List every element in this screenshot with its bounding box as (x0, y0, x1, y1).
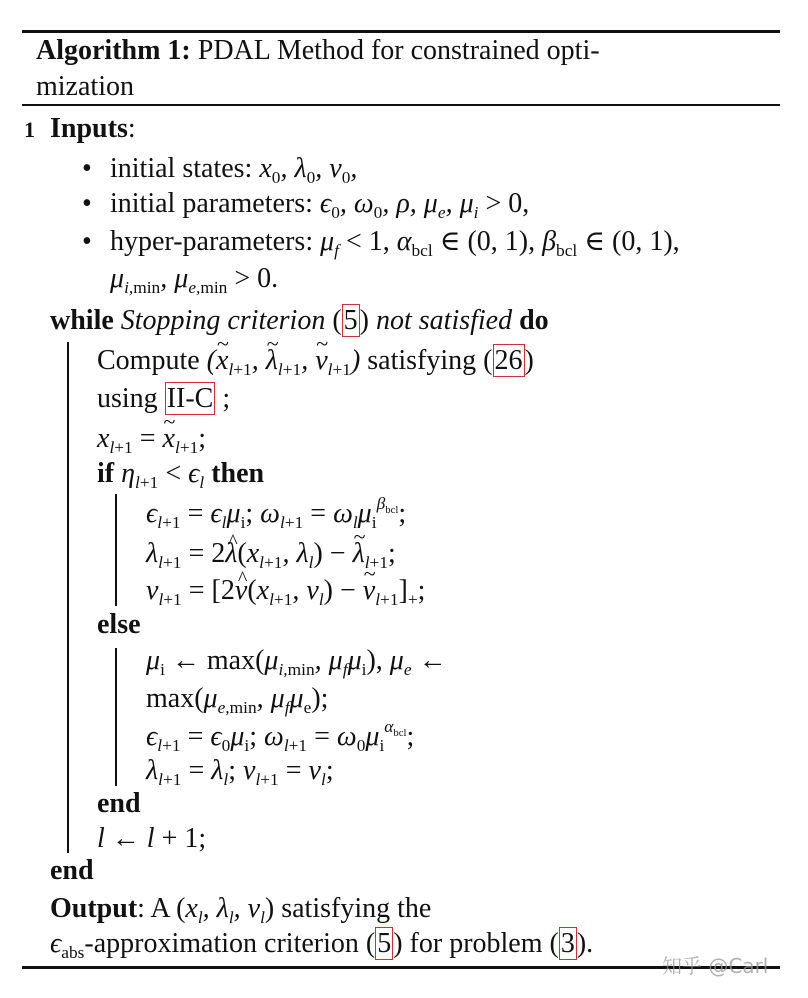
else-stmt-mu-cont: $\max(\mu_{e,min}$, $\mu_f\mu_e$); (146, 683, 329, 718)
keyword-else: else (97, 609, 141, 640)
output-criterion-text: -approximation criterion (84, 928, 359, 959)
inputs-heading: 1 Inputs: (24, 113, 136, 144)
keyword-do: do (519, 305, 549, 336)
equation-ref-link[interactable]: 5 (343, 305, 358, 336)
compute-text: Compute (97, 345, 200, 376)
bullet-icon: • (82, 153, 92, 184)
input-label: hyper-parameters: (110, 226, 314, 257)
keyword-if: if (97, 458, 115, 489)
algorithm-label: Algorithm 1: (36, 35, 191, 66)
watermark: 知乎 @Carl (662, 954, 769, 978)
output-math: ($x_l$, $\lambda_l$, $\nu_l$) (176, 893, 275, 928)
else-stmt-lambda-nu: $\lambda_{l+1} = \lambda_l$; $\nu_{l+1} = \nu_l$; (146, 755, 334, 790)
line-number: 1 (24, 117, 35, 142)
input-math: $\mu_f < 1$, $\alpha_{bcl}$ ∈ (0, 1), $\beta_{bcl}$ ∈ (0, 1), (320, 226, 680, 261)
if-condition: $\eta_{l+1} < \epsilon_l$ (121, 458, 205, 493)
equation-ref-link[interactable]: 3 (560, 928, 575, 959)
input-label: initial parameters: (110, 188, 313, 219)
output-text-2: satisfying the (281, 893, 432, 924)
if-stmt-eps: $\epsilon_{l+1} = \epsilon_l\mu_i$; $\omega_{l+1} = \omega_l\mu_i^{\beta_{bcl}}$; (146, 493, 407, 533)
while-line: while Stopping criterion (5) not satisfied do (50, 305, 549, 336)
keyword-end-while: end (50, 855, 94, 886)
if-line (97, 457, 264, 491)
equation-ref-link[interactable]: 26 (494, 345, 523, 376)
output-problem-text: for problem (409, 928, 543, 959)
while-condition: Stopping criterion (120, 305, 326, 336)
input-item (82, 225, 680, 259)
if-block-bar (115, 494, 117, 606)
if-stmt-lambda: $\lambda_{l+1}$ = 2^ $\lambda(x_{l+1}$, $\lambda_l$) − ~ $\lambda_{l+1}$; (146, 537, 396, 571)
input-math: $\mu_{i,min}$, $\mu_{e,min} > 0$. (110, 263, 279, 298)
else-block-bar (115, 648, 117, 786)
equation-ref-link[interactable]: 5 (377, 928, 392, 959)
assign-x-line: $x_{l+1}$ = ~ $x_{l+1}$; (97, 422, 206, 456)
satisfying-text: satisfying (367, 345, 477, 376)
bullet-icon: • (82, 226, 92, 257)
output-line-2: $\epsilon_{abs}$-approximation criterion (5) for problem (3). (50, 928, 594, 963)
keyword-end-if: end (97, 788, 141, 819)
algorithm-caption-line1 (36, 34, 600, 68)
while-condition-2: not satisfied (375, 305, 513, 336)
using-text: using (97, 383, 158, 414)
increment-line: l ← l + 1; (97, 823, 207, 854)
input-label: initial states: (110, 153, 253, 184)
inputs-label: Inputs (50, 113, 128, 144)
output-text: A (150, 893, 170, 924)
input-item (82, 152, 357, 186)
algorithm-title-cont: mization (36, 71, 134, 102)
while-block-bar (67, 342, 69, 853)
keyword-while: while (50, 305, 114, 336)
if-stmt-nu: $\nu_{l+1}$ = [2^ $\nu(x_{l+1}$, $\nu_l$) − ~ $\nu_{l+1}]_+$; (146, 574, 425, 608)
bullet-icon: • (82, 188, 92, 219)
input-item (82, 187, 529, 221)
output-line: Output: A ($x_l$, $\lambda_l$, $\nu_l$) satisfying the (50, 893, 432, 928)
algorithm-title: PDAL Method for constrained opti- (197, 35, 600, 66)
compute-line: Compute (~ $x_{l+1}$, ~ $\lambda_{l+1}$, ~ $\nu_{l+1}$) satisfying (26) (97, 344, 534, 378)
keyword-then: then (211, 458, 265, 489)
algorithm-caption-line2 (36, 70, 134, 104)
input-item-cont (110, 262, 278, 296)
input-math: $\epsilon_0$, $\omega_0$, ρ, $\mu_e$, $\mu_i > 0$, (319, 188, 530, 223)
else-stmt-eps: $\epsilon_{l+1} = \epsilon_0\mu_i$; $\omega_{l+1} = \omega_0\mu_i^{\alpha_{bcl}}$; (146, 716, 415, 756)
header-rule (22, 104, 780, 106)
input-math: $x_0$, $\lambda_0$, $\nu_0$, (259, 153, 358, 188)
else-stmt-mu: $\mu_i$ ← $\max(\mu_{i,min}$, $\mu_f\mu_i$), $\mu_e$ ← (146, 645, 447, 680)
using-line: using II-C ; (97, 383, 231, 414)
section-ref-link[interactable]: II-C (166, 383, 214, 414)
output-label: Output (50, 893, 138, 924)
compute-math: (~ $x_{l+1}$, ~ $\lambda_{l+1}$, ~ $\nu_{l+1}$) (207, 345, 361, 376)
top-rule (22, 30, 780, 33)
